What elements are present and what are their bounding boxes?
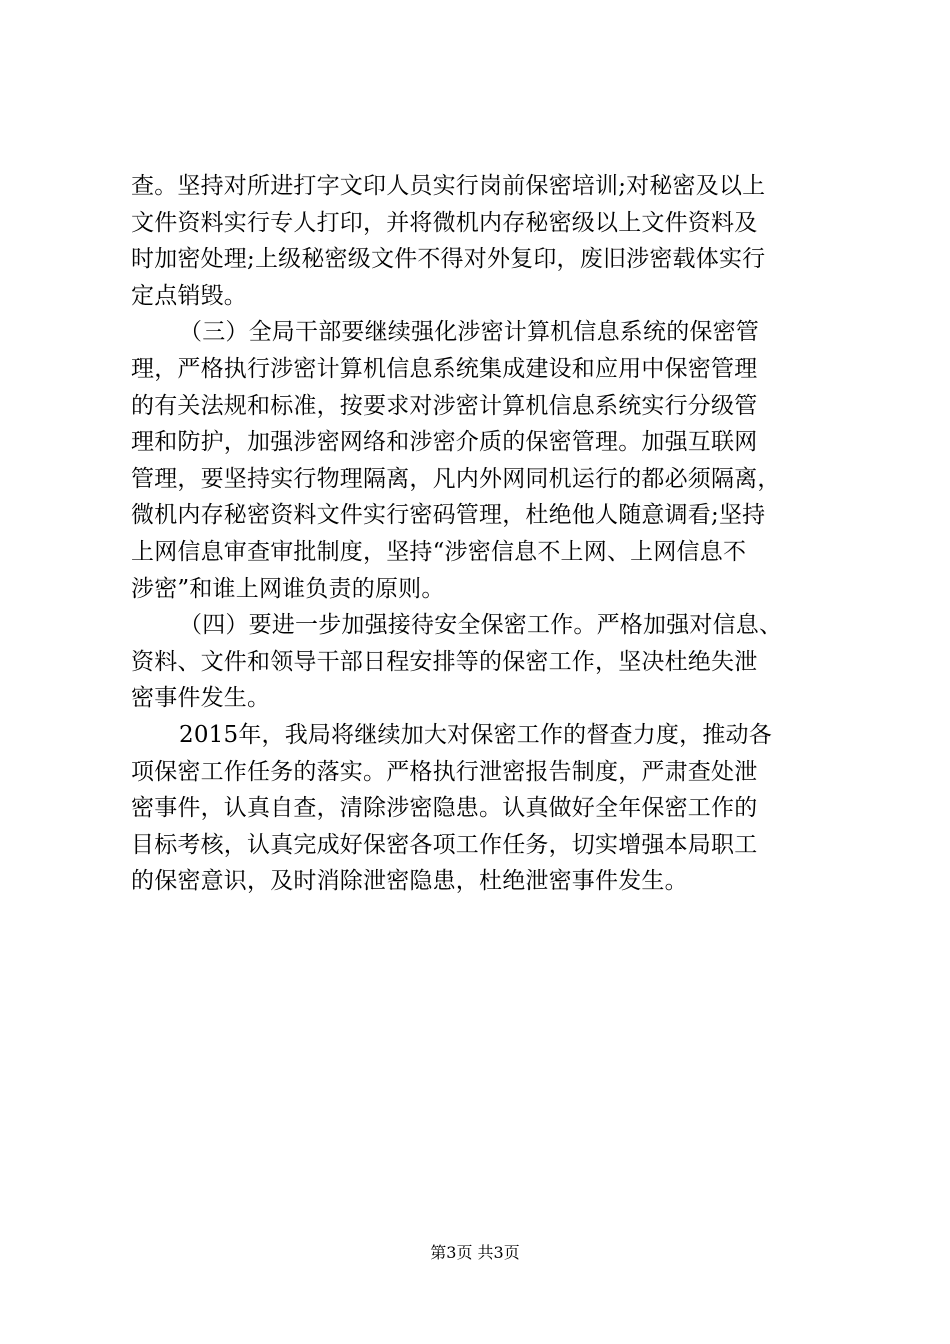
paragraph-start-line: （四）要进一步加强接待安全保密工作。严格加强对信息、 xyxy=(179,612,783,639)
paragraph-start-line: （三）全局干部要继续强化涉密计算机信息系统的保密管 xyxy=(179,319,759,346)
text-line: 目标考核，认真完成好保密各项工作任务，切实增强本局职工 xyxy=(131,831,758,858)
text-line: 时加密处理;上级秘密级文件不得对外复印，废旧涉密载体实行 xyxy=(131,246,766,273)
document-body xyxy=(131,168,821,900)
text-line: 查。坚持对所进打字文印人员实行岗前保密培训;对秘密及以上 xyxy=(131,173,766,199)
text-line: 的保密意识，及时消除泄密隐患，杜绝泄密事件发生。 xyxy=(131,868,688,895)
page-number-footer: 第3页 共3页 xyxy=(430,1243,520,1262)
paragraph-start-line: 2015年，我局将继续加大对保密工作的督查力度，推动各 xyxy=(179,721,772,748)
text-line: 理和防护，加强涉密网络和涉密介质的保密管理。加强互联网 xyxy=(131,429,758,456)
text-line: 定点销毁。 xyxy=(131,282,247,309)
text-line: 项保密工作任务的落实。严格执行泄密报告制度，严肃查处泄 xyxy=(131,758,758,785)
text-line: 文件资料实行专人打印，并将微机内存秘密级以上文件资料及 xyxy=(131,209,758,236)
text-line: 资料、文件和领导干部日程安排等的保密工作，坚决杜绝失泄 xyxy=(131,648,758,675)
text-line: 管理，要坚持实行物理隔离，凡内外网同机运行的都必须隔离， xyxy=(131,465,781,492)
text-line: 上网信息审查审批制度，坚持“涉密信息不上网、上网信息不 xyxy=(131,538,747,565)
text-line: 微机内存秘密资料文件实行密码管理，杜绝他人随意调看;坚持 xyxy=(131,502,766,529)
text-line: 涉密”和谁上网谁负责的原则。 xyxy=(131,575,445,602)
text-line: 的有关法规和标准，按要求对涉密计算机信息系统实行分级管 xyxy=(131,392,758,419)
text-line: 密事件发生。 xyxy=(131,685,271,712)
text-line: 密事件，认真自查，清除涉密隐患。认真做好全年保密工作的 xyxy=(131,795,758,822)
text-line: 理，严格执行涉密计算机信息系统集成建设和应用中保密管理 xyxy=(131,355,758,382)
